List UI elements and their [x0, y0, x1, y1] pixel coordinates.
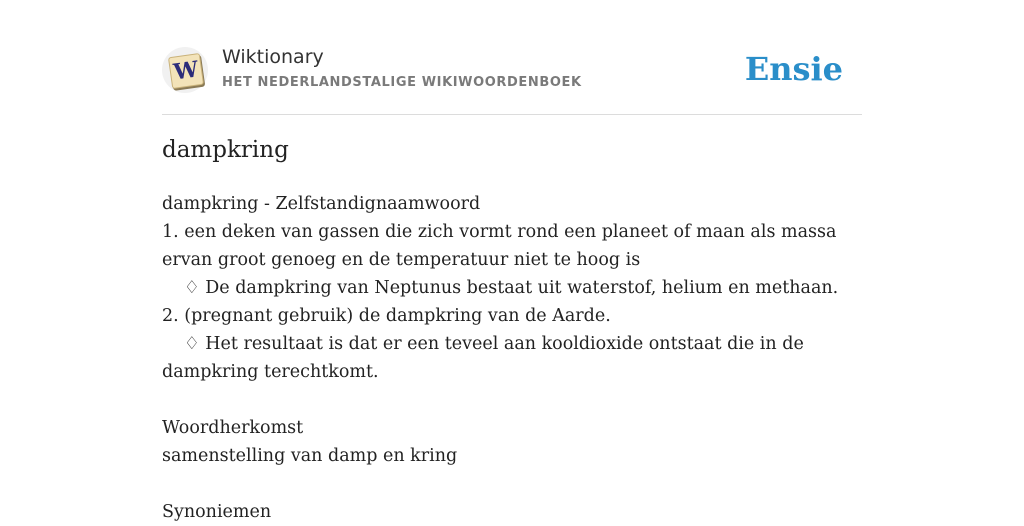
site-header [162, 0, 862, 115]
spacer [162, 470, 862, 498]
etymology-text: samenstelling van damp en kring [162, 446, 458, 466]
synonyms-heading: Synoniemen [162, 502, 272, 522]
example-2: ♢ Het resultaat is dat er een teveel aan kooldioxide ontstaat die in de dampkring terechtkomt. [162, 334, 804, 382]
definition-2: 2. (pregnant gebruik) de dampkring van de Aarde. [162, 306, 611, 326]
entry-body [162, 190, 862, 526]
ensie-brand-logo[interactable]: Ensie [744, 50, 843, 88]
page-container [162, 0, 862, 522]
definition-1: 1. een deken van gassen die zich vormt rond een planeet of maan als massa ervan groot genoeg en de temperatuur niet te hoog is [162, 222, 837, 270]
logo-tile: W [168, 53, 204, 89]
site-tagline: HET NEDERLANDSTALIGE WIKIWOORDENBOEK [222, 75, 582, 90]
spacer [162, 386, 862, 414]
example-1: ♢ De dampkring van Neptunus bestaat uit waterstof, helium en methaan. [184, 278, 839, 298]
etymology-heading: Woordherkomst [162, 418, 304, 438]
page-title: dampkring [162, 137, 289, 163]
wiktionary-logo-icon[interactable] [162, 47, 208, 93]
part-of-speech-line: dampkring - Zelfstandignaamwoord [162, 194, 481, 214]
site-name[interactable]: Wiktionary [222, 46, 324, 68]
